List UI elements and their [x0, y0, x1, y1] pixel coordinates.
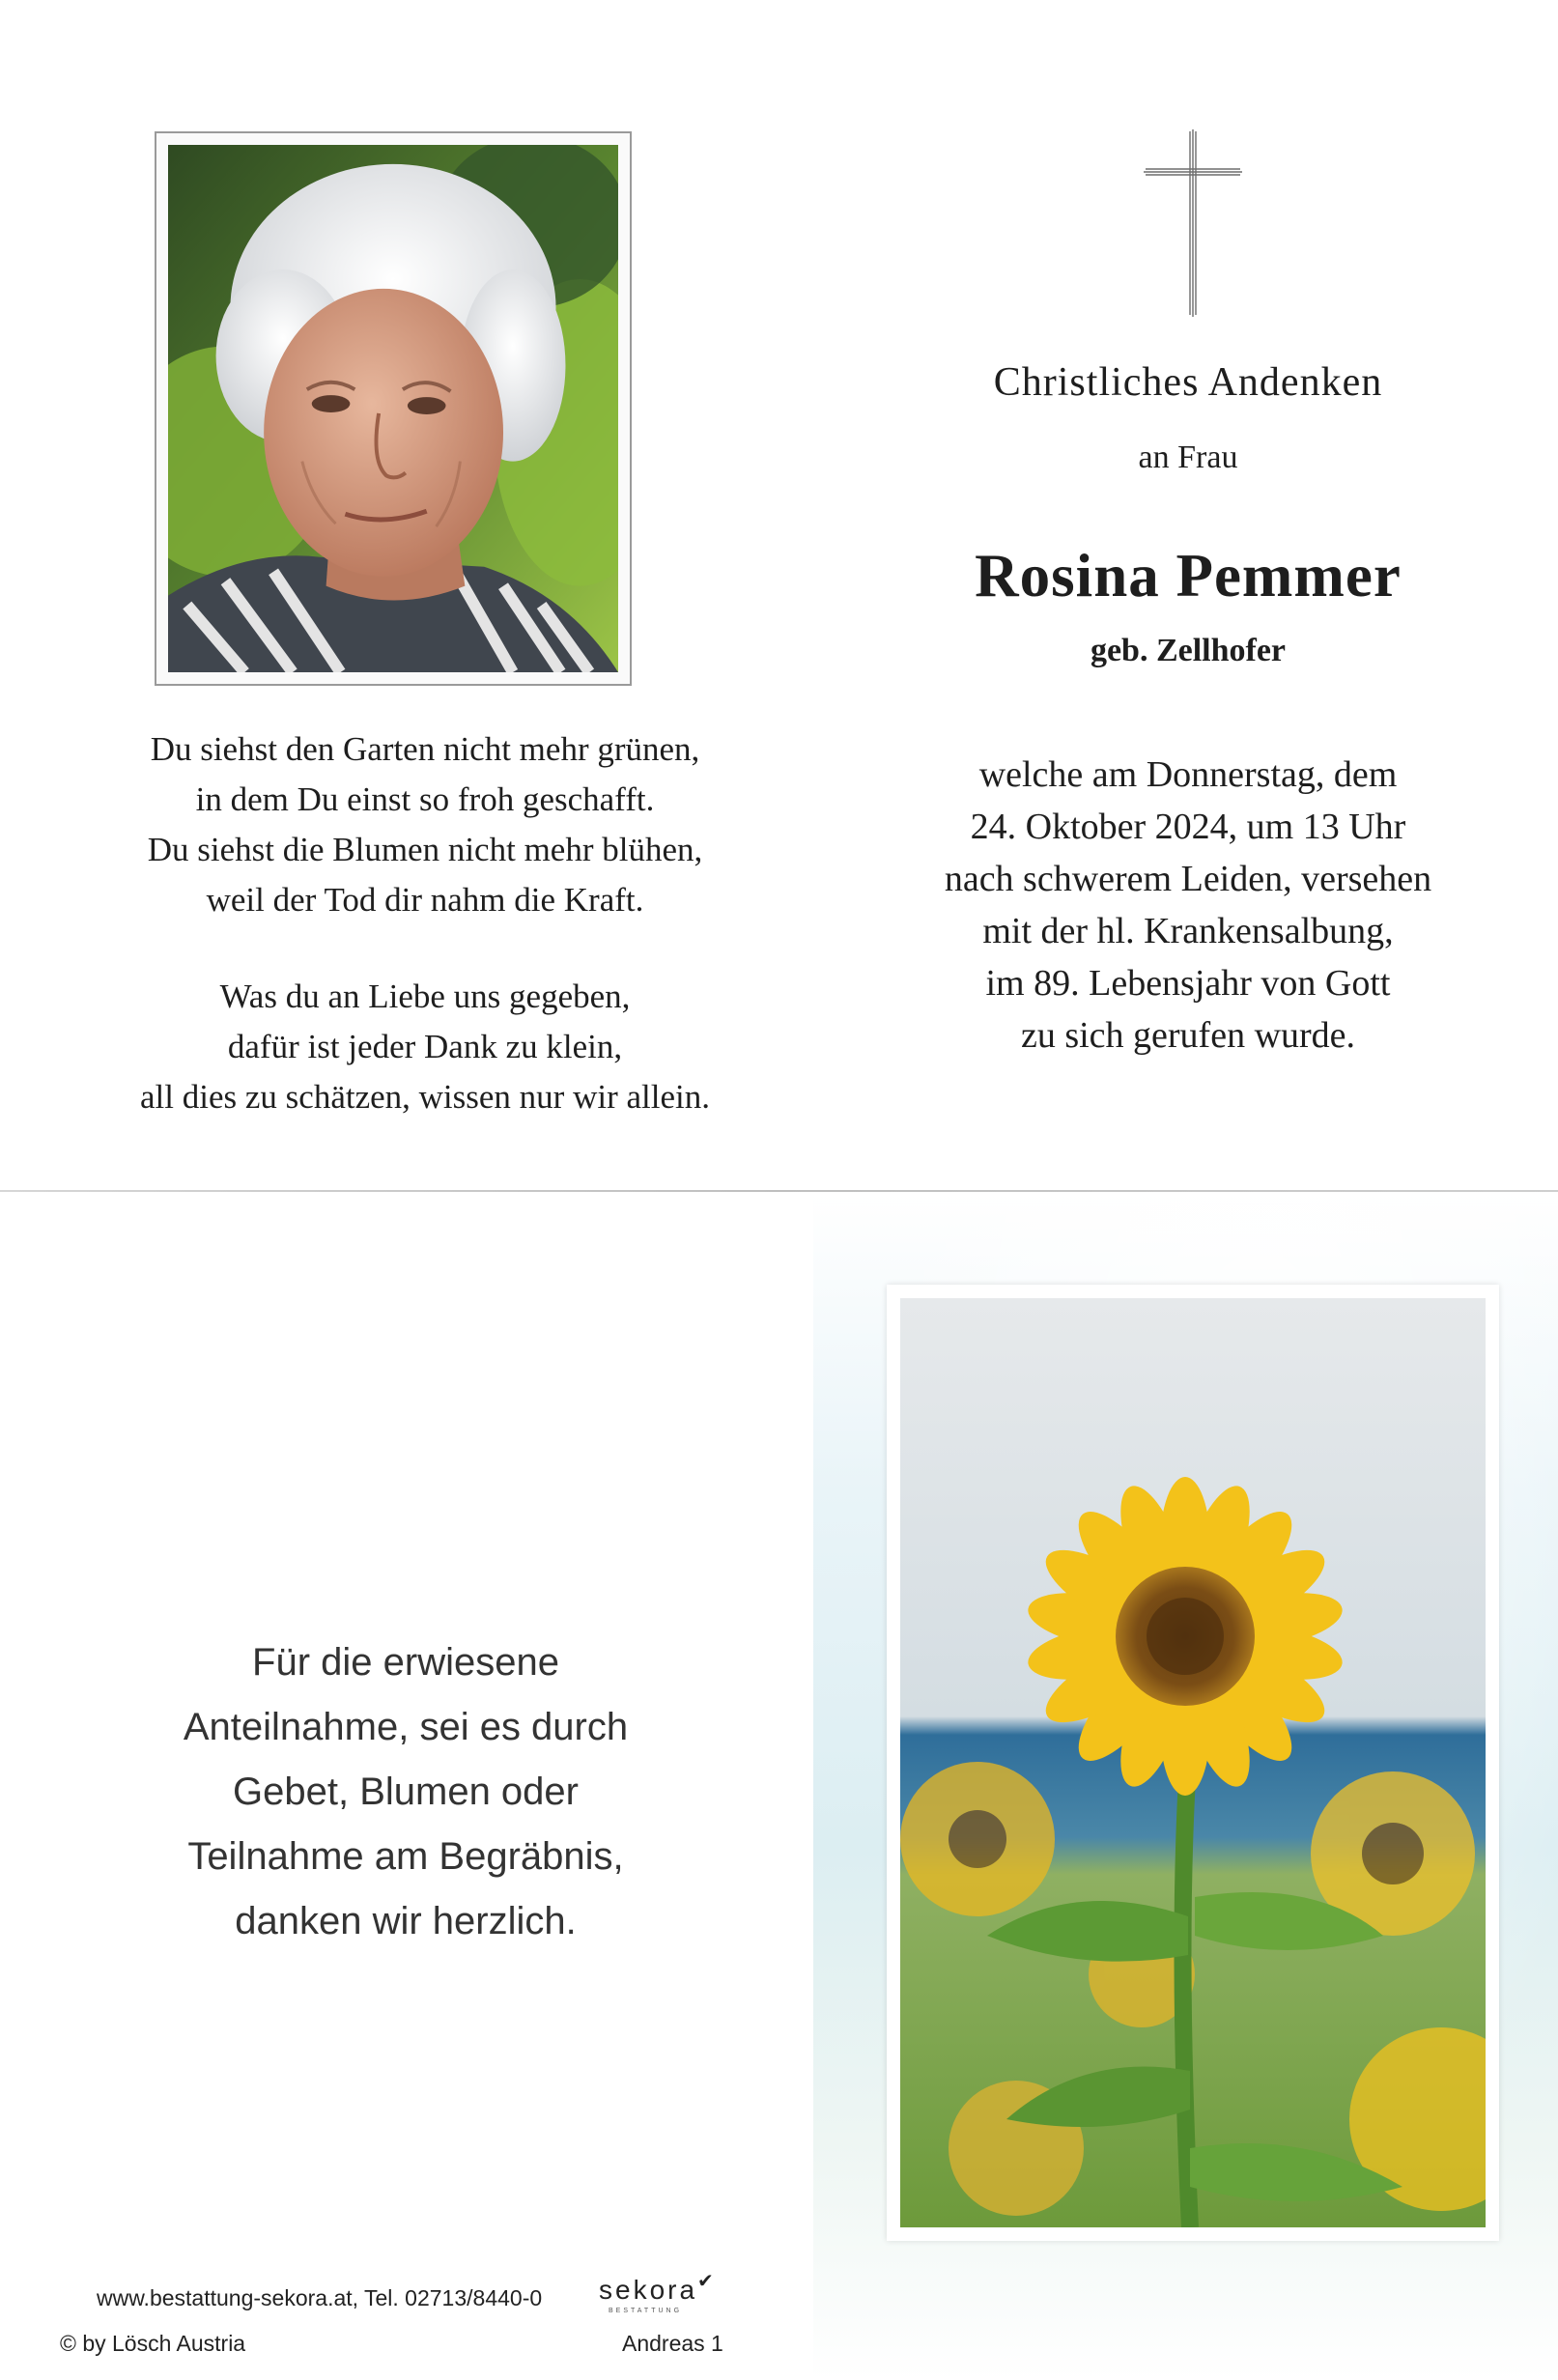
portrait-photo	[168, 145, 618, 672]
cross-icon	[1140, 126, 1246, 319]
thanks-line: Teilnahme am Begräbnis,	[187, 1835, 624, 1878]
portrait-frame	[155, 131, 632, 686]
poem-line: Du siehst den Garten nicht mehr grünen,	[150, 730, 700, 768]
details-line: 24. Oktober 2024, um 13 Uhr	[970, 807, 1406, 847]
thanks-line: Für die erwiesene	[252, 1641, 559, 1684]
sunflower-frame	[887, 1285, 1499, 2241]
thanks-line: danken wir herzlich.	[235, 1900, 577, 1942]
poem	[39, 724, 811, 1169]
memorial-heading: Christliches Andenken	[993, 360, 1383, 405]
memorial-details	[850, 749, 1526, 1062]
details-line: welche am Donnerstag, dem	[978, 754, 1398, 795]
brand-subtitle: BESTATTUNG	[609, 2308, 683, 2314]
brand-logo	[599, 2271, 717, 2306]
maiden-name: geb. Zellhofer	[1090, 633, 1287, 668]
poem-line: Du siehst die Blumen nicht mehr blühen,	[147, 831, 703, 868]
poem-stanza-2	[39, 972, 811, 1122]
sunflower-photo	[900, 1298, 1486, 2227]
deceased-name: Rosina Pemmer	[975, 542, 1402, 609]
footer-model: Andreas 1	[622, 2331, 723, 2356]
brand-name: sekora	[599, 2275, 698, 2305]
details-line: zu sich gerufen wurde.	[1020, 1015, 1356, 1056]
details-line: mit der hl. Krankensalbung,	[982, 911, 1394, 951]
thanks-line: Gebet, Blumen oder	[233, 1771, 579, 1813]
footer-copyright: © by Lösch Austria	[60, 2331, 246, 2356]
thanks-line: Anteilnahme, sei es durch	[183, 1706, 629, 1748]
poem-line: all dies zu schätzen, wissen nur wir allein.	[140, 1078, 710, 1116]
footer-contact: www.bestattung-sekora.at, Tel. 02713/8440-0	[97, 2285, 543, 2310]
poem-line: weil der Tod dir nahm die Kraft.	[206, 881, 644, 919]
poem-stanza-1	[39, 724, 811, 925]
thanks-text	[97, 1630, 715, 1954]
details-line: nach schwerem Leiden, versehen	[944, 859, 1432, 899]
poem-line: in dem Du einst so froh geschafft.	[195, 780, 655, 818]
poem-line: Was du an Liebe uns gegeben,	[219, 978, 631, 1015]
bird-icon: ✔	[697, 2271, 717, 2292]
poem-line: dafür ist jeder Dank zu klein,	[227, 1028, 623, 1065]
memorial-salutation: an Frau	[1138, 439, 1238, 475]
fold-divider	[0, 1190, 1558, 1192]
details-line: im 89. Lebensjahr von Gott	[985, 963, 1391, 1004]
